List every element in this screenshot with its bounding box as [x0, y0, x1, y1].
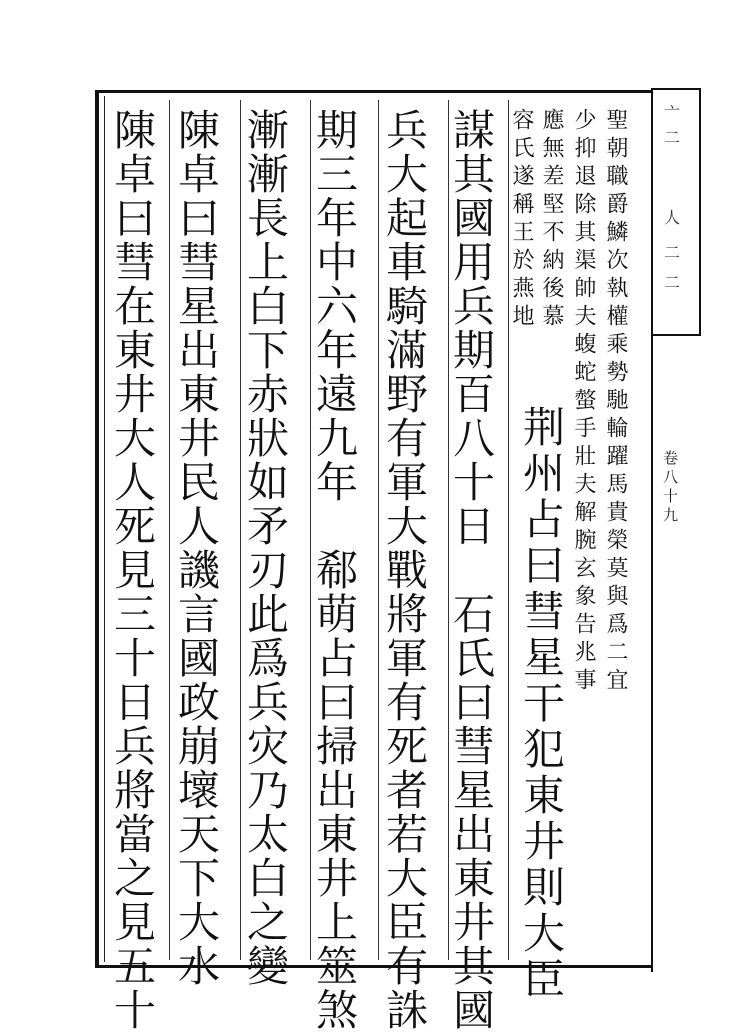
text-column: 陳卓曰彗在東井大人死見三十日兵將當之見五十 — [108, 108, 157, 1032]
spine-mark: 二 — [664, 128, 681, 147]
text-column: 荆州占曰彗星干犯東井則大臣 — [517, 405, 566, 1003]
spine-mark: 二 — [664, 273, 681, 292]
column-rule — [169, 100, 170, 960]
spine-mark: 人 — [664, 208, 681, 227]
text-column: 陳卓曰彗星出東井民人譏言國政崩壞天下大水 — [172, 108, 221, 988]
text-column: 少抑退除其渠帥夫蝮蛇螫手壯夫解腕玄象告兆事 — [571, 108, 596, 696]
text-column: 漸漸長上白下赤狀如矛刃此爲兵灾乃太白之變 — [241, 108, 290, 988]
text-column: 聖朝職爵鱗次執權乘勢馳輪躍馬貴榮莫與爲二宜 — [603, 108, 628, 696]
text-column: 應無差堅不納後慕 — [539, 108, 564, 332]
text-column: 謀其國用兵期百八十日 石氏曰彗星出東井其國 — [447, 108, 496, 1032]
text-column: 容氏遂稱王於燕地 — [509, 108, 534, 332]
column-rule — [378, 100, 379, 960]
spine-mark: 亠 — [664, 103, 681, 122]
spine-title: 卷八十九 — [661, 450, 679, 526]
text-column: 兵大起車騎滿野有軍大戰將軍有死者若大臣有誅 — [380, 108, 429, 1032]
spine-mark: 二 — [664, 243, 681, 262]
inner-border — [104, 96, 105, 962]
text-column: 期三年中六年遠九年 郗萌占曰掃出東井上筮煞 — [310, 108, 359, 1032]
